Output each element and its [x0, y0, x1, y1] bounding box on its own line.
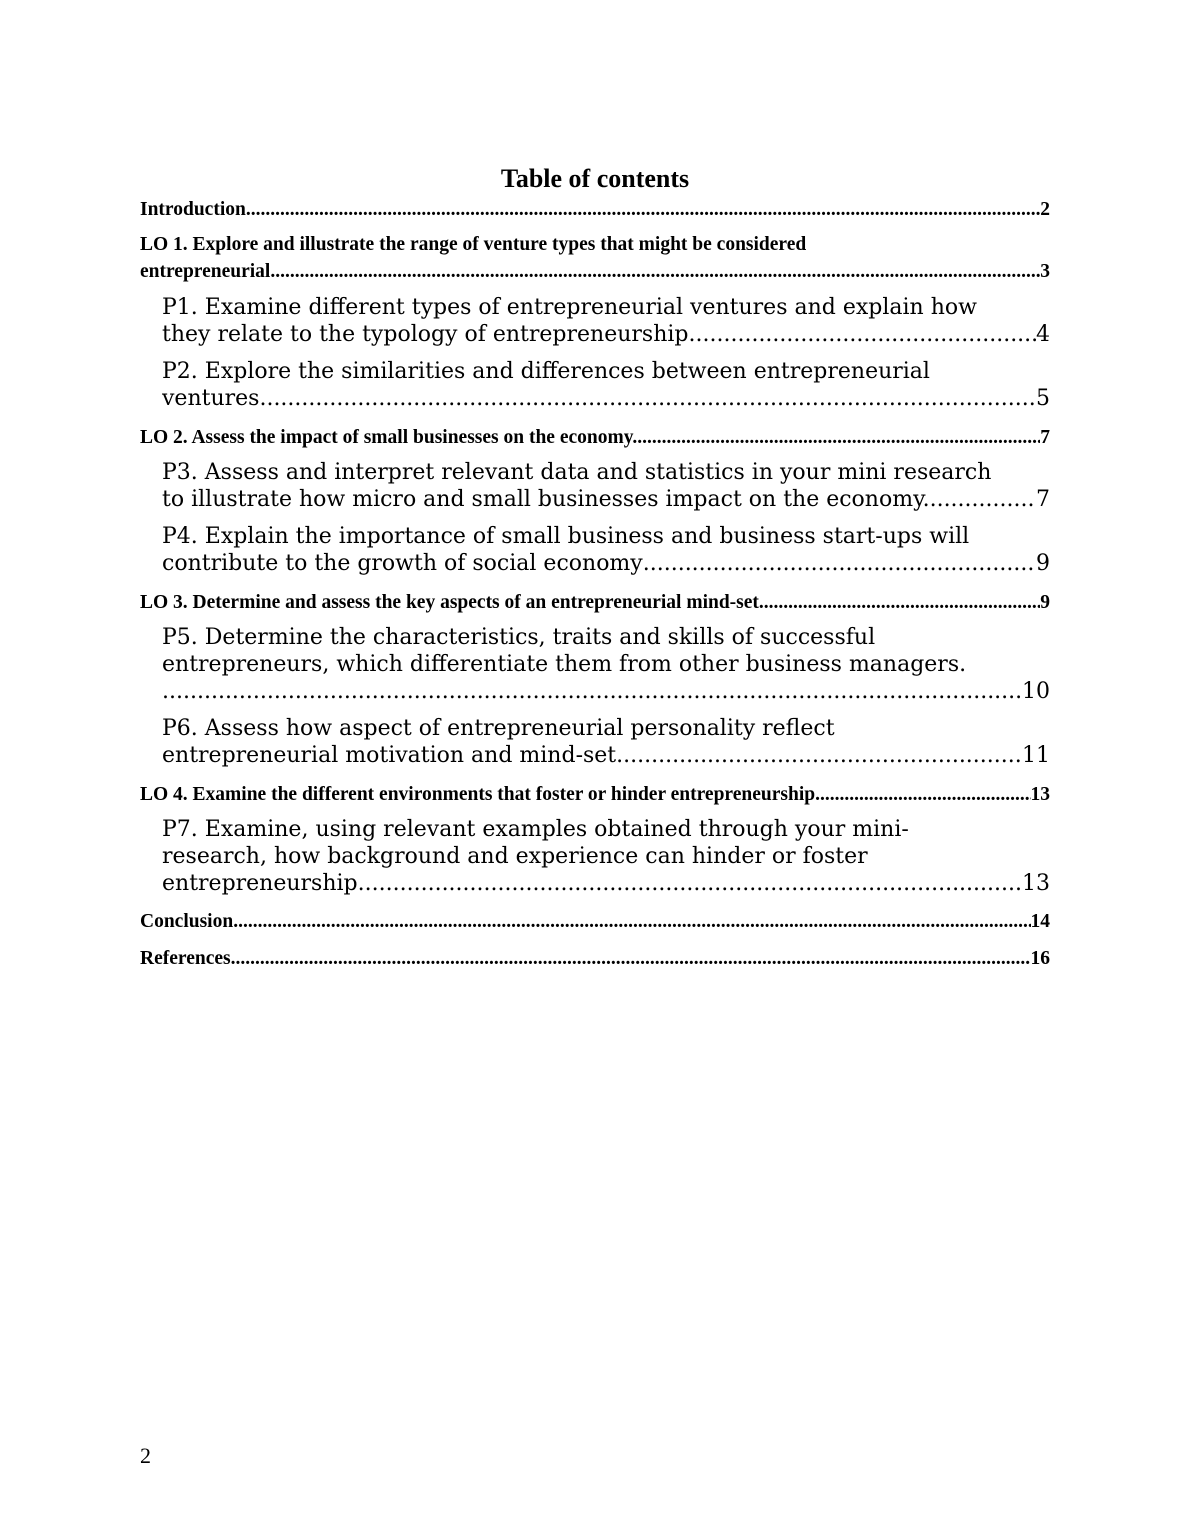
toc-page-number: 13	[1030, 784, 1050, 805]
toc-entry-text: P4. Explain the importance of small business and business start-ups will	[162, 524, 970, 549]
toc-leader-dots	[270, 258, 1040, 285]
page-number: 2	[140, 1443, 151, 1468]
toc-leader-dots	[233, 908, 1030, 935]
toc-page-number: 4	[1036, 322, 1050, 347]
toc-leader-dots	[259, 385, 1036, 412]
toc-title: Table of contents	[500, 164, 690, 193]
toc-entry-lo1[interactable]	[140, 231, 1050, 285]
toc-entry-p2[interactable]	[162, 358, 1050, 412]
toc-entry-text: contribute to the growth of social economy	[162, 551, 643, 576]
toc-entry-p5[interactable]	[162, 624, 1050, 705]
toc-page-number: 9	[1036, 551, 1050, 576]
toc-leader-dots	[246, 196, 1040, 223]
toc-leader-dots	[643, 550, 1036, 577]
toc-entry-text: P7. Examine, using relevant examples obtained through your mini-	[162, 817, 909, 842]
toc-entry-text: P5. Determine the characteristics, traits and skills of successful	[162, 625, 876, 650]
toc-leader-dots	[815, 781, 1030, 808]
toc-entry-p1[interactable]	[162, 294, 1050, 348]
toc-page-number: 7	[1040, 427, 1050, 448]
toc-page-number: 14	[1030, 911, 1050, 932]
toc-page-number: 13	[1022, 871, 1050, 896]
toc-page-number: 16	[1030, 948, 1050, 969]
toc-leader-dots	[231, 945, 1031, 972]
toc-entry-lo3[interactable]	[140, 589, 1050, 616]
toc-entry-text: LO 3. Determine and assess the key aspects of an entrepreneurial mind-set	[140, 592, 759, 613]
toc-entry-text: Introduction	[140, 199, 246, 220]
toc-entry-text: research, how background and experience can hinder or foster	[162, 844, 868, 869]
toc-page-number: 7	[1036, 487, 1050, 512]
toc-entry-text: P2. Explore the similarities and differences between entrepreneurial	[162, 359, 930, 384]
toc-leader-dots	[623, 742, 1022, 769]
toc-entry-lo4[interactable]	[140, 781, 1050, 808]
toc-entry-text: LO 4. Examine the different environments that foster or hinder entrepreneurship	[140, 784, 816, 805]
toc-leader-dots	[759, 589, 1040, 616]
toc-entry-text: Conclusion	[140, 911, 234, 932]
toc-leader-dots	[637, 424, 1040, 451]
toc-entry-conclusion[interactable]	[140, 908, 1050, 935]
toc-entry-text: References	[140, 948, 231, 969]
toc-entry-p7[interactable]	[162, 816, 1050, 897]
toc-page-number: 5	[1036, 386, 1050, 411]
toc-entry-lo2[interactable]	[140, 424, 1050, 451]
toc-entry-references[interactable]	[140, 945, 1050, 972]
toc-page-number: 10	[1022, 679, 1050, 704]
toc-entry-text: entrepreneurial motivation and mind-set.	[162, 743, 624, 768]
toc-page-number: 11	[1022, 743, 1050, 768]
toc-entry-text: P1. Examine different types of entrepreneurial ventures and explain how	[162, 295, 977, 320]
toc-page-number: 3	[1040, 261, 1050, 282]
toc-entry-text: LO 2. Assess the impact of small businesses on the economy.	[140, 427, 638, 448]
toc-entry-p4[interactable]	[162, 523, 1050, 577]
toc-entry-introduction[interactable]	[140, 196, 1050, 223]
toc-entry-text: ventures	[162, 386, 260, 411]
toc-entry-text: entrepreneurs, which differentiate them from other business managers.	[162, 652, 967, 677]
toc-leader-dots	[365, 870, 1022, 897]
toc-entry-text: entrepreneurship.	[162, 871, 365, 896]
toc-entry-text: to illustrate how micro and small businesses impact on the economy.	[162, 487, 930, 512]
toc-entry-p6[interactable]	[162, 715, 1050, 769]
toc-entry-text: P3. Assess and interpret relevant data and statistics in your mini research	[162, 460, 992, 485]
toc-leader-dots	[930, 486, 1036, 513]
toc-entry-text: LO 1. Explore and illustrate the range of venture types that might be considered	[140, 234, 807, 255]
toc-entry-p3[interactable]	[162, 459, 1050, 513]
toc-page-number: 9	[1040, 592, 1050, 613]
toc-page-number: 2	[1040, 199, 1050, 220]
toc-entry-text: entrepreneurial	[140, 261, 271, 282]
toc-leader-dots	[162, 678, 1022, 705]
toc-leader-dots	[696, 321, 1037, 348]
toc-entry-text: they relate to the typology of entrepreneurship.	[162, 322, 696, 347]
toc-entry-text: P6. Assess how aspect of entrepreneurial personality reflect	[162, 716, 835, 741]
